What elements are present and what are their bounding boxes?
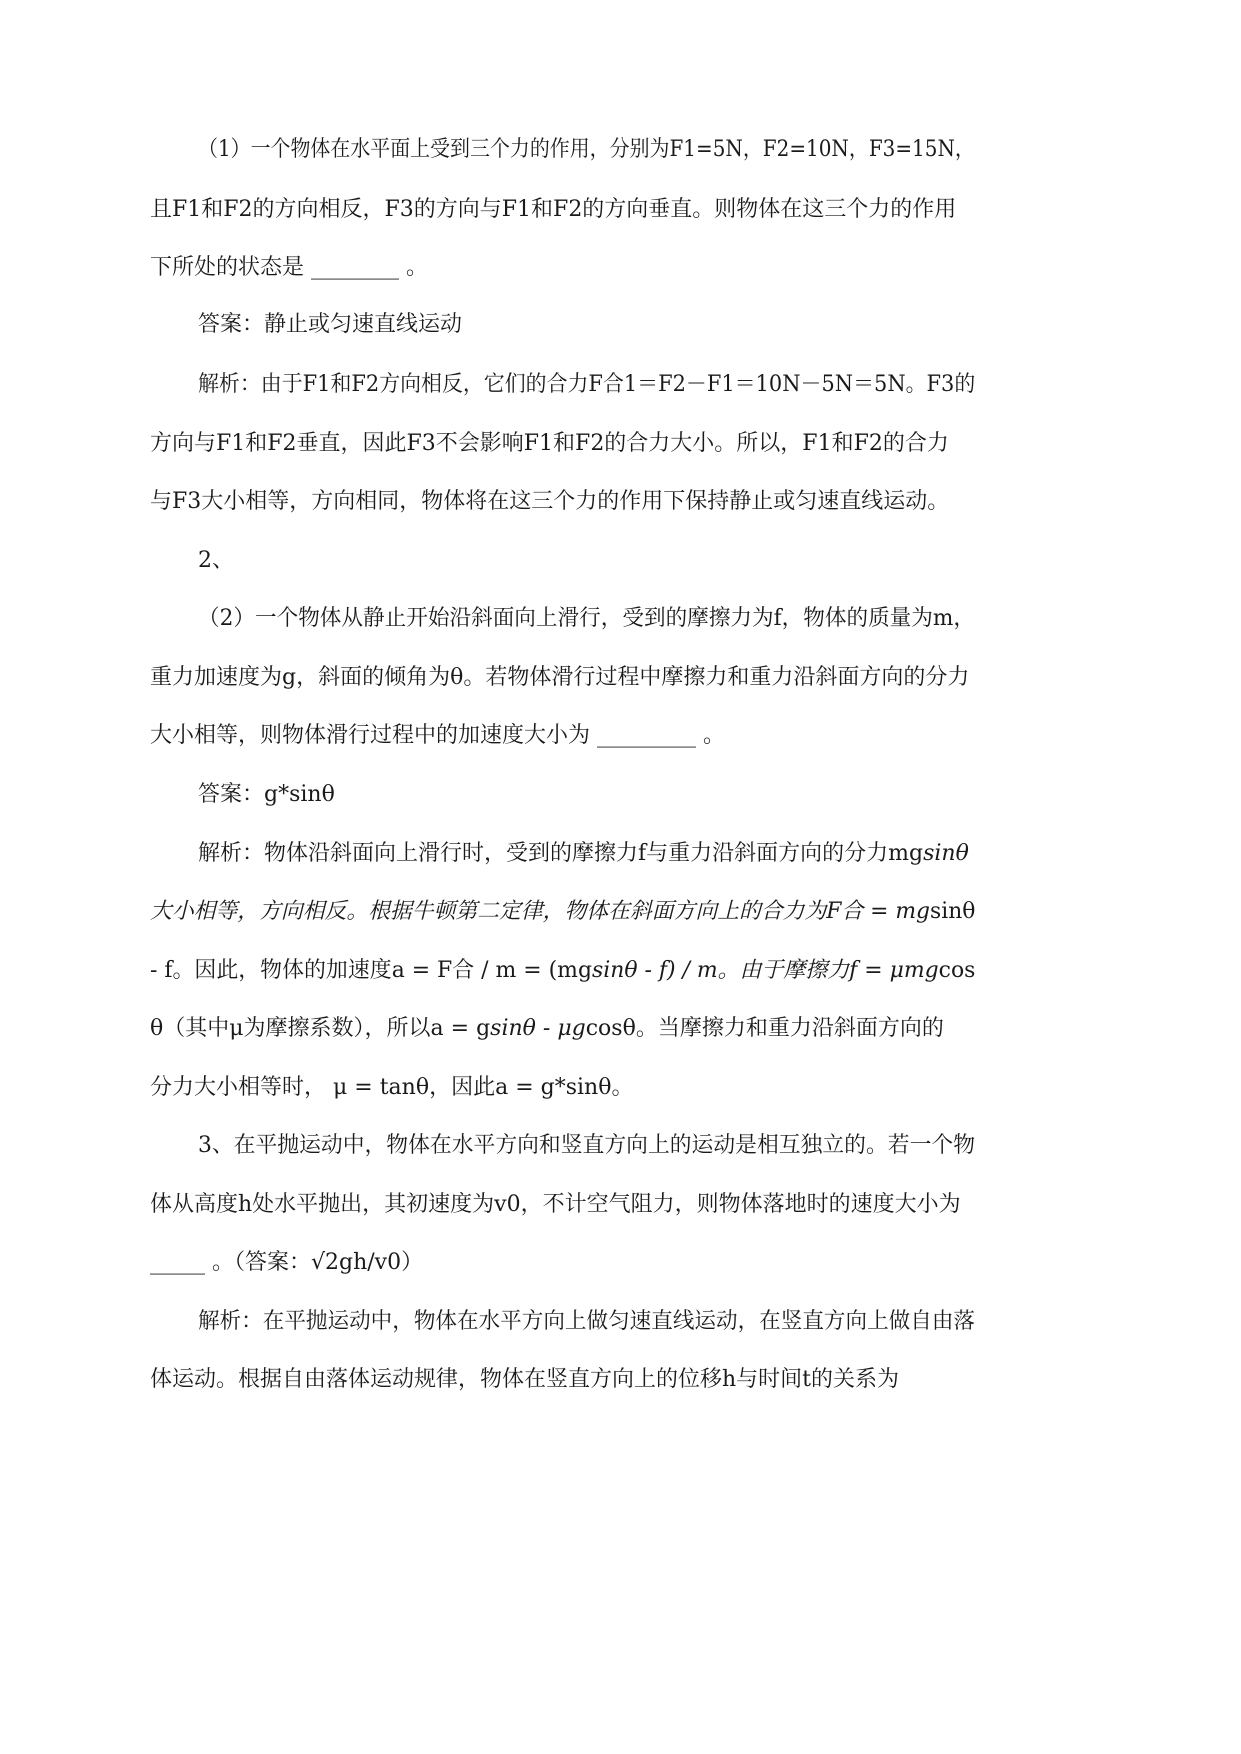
text-segment: 解析：物体沿斜面向上滑行时，受到的摩擦力f与重力沿斜面方向的分力mg xyxy=(198,841,924,866)
text-segment: sinθ xyxy=(930,899,976,924)
italic-segment: sinθ xyxy=(923,841,969,866)
q3-analysis-line-1: 解析：在平抛运动中，物体在水平方向上做匀速直线运动，在竖直方向上做自由落 xyxy=(198,1309,976,1334)
italic-segment: sinθ - f) / m。由于摩擦力f = μmg xyxy=(591,958,939,983)
italic-segment: 大小相等，方向相反。根据牛顿第二定律，物体在斜面方向上的合力为F合 = mg xyxy=(150,899,931,924)
text-segment: cos xyxy=(938,958,976,983)
q3-analysis-line-2: 体运动。根据自由落体运动规律，物体在竖直方向上的位移h与时间t的关系为 xyxy=(150,1367,900,1392)
q2-analysis-line-3 xyxy=(150,956,975,986)
q1-line-1: （1）一个物体在水平面上受到三个力的作用，分别为F1=5N，F2=10N，F3=15N， xyxy=(198,137,975,162)
q3-line-1: 3、在平抛运动中，物体在水平方向和竖直方向上的运动是相互独立的。若一个物 xyxy=(198,1133,975,1158)
q2-analysis-line-2 xyxy=(150,897,975,927)
q3-line-3: _____ 。（答案：√2gh/v0） xyxy=(150,1250,424,1275)
q2-answer: 答案：g*sinθ xyxy=(198,782,335,807)
italic-segment: sinθ - μg xyxy=(490,1016,586,1041)
q2-analysis-line-5: 分力大小相等时， μ = tanθ，因此a = g*sinθ。 xyxy=(150,1075,634,1100)
q1-answer: 答案：静止或匀速直线运动 xyxy=(198,312,463,337)
q2-analysis-line-1 xyxy=(198,839,969,869)
q2-line-1: （2）一个物体从静止开始沿斜面向上滑行，受到的摩擦力为f，物体的质量为m， xyxy=(198,606,976,631)
q2-line-3: 大小相等，则物体滑行过程中的加速度大小为 _________ 。 xyxy=(150,723,725,748)
text-segment: cosθ。当摩擦力和重力沿斜面方向的 xyxy=(585,1016,944,1041)
text-segment: - f。因此，物体的加速度a = F合 / m = (mg xyxy=(150,958,592,983)
q2-line-2: 重力加速度为g，斜面的倾角为θ。若物体滑行过程中摩擦力和重力沿斜面方向的分力 xyxy=(150,665,970,690)
q1-analysis-line-1: 解析：由于F1和F2方向相反，它们的合力F合1＝F2－F1＝10N－5N＝5N。F3的 xyxy=(198,372,976,397)
q2-number: 2、 xyxy=(198,548,234,573)
text-segment: θ（其中μ为摩擦系数），所以a = g xyxy=(150,1016,491,1041)
q1-line-3: 下所处的状态是 ________ 。 xyxy=(150,255,428,280)
q2-analysis-line-4 xyxy=(150,1014,944,1044)
q1-analysis-line-2: 方向与F1和F2垂直，因此F3不会影响F1和F2的合力大小。所以，F1和F2的合力 xyxy=(150,431,949,456)
q3-line-2: 体从高度h处水平抛出，其初速度为v0，不计空气阻力，则物体落地时的速度大小为 xyxy=(150,1192,961,1217)
q1-analysis-line-3: 与F3大小相等，方向相同，物体将在这三个力的作用下保持静止或匀速直线运动。 xyxy=(150,489,950,514)
q1-line-2: 且F1和F2的方向相反，F3的方向与F1和F2的方向垂直。则物体在这三个力的作用 xyxy=(150,197,957,222)
